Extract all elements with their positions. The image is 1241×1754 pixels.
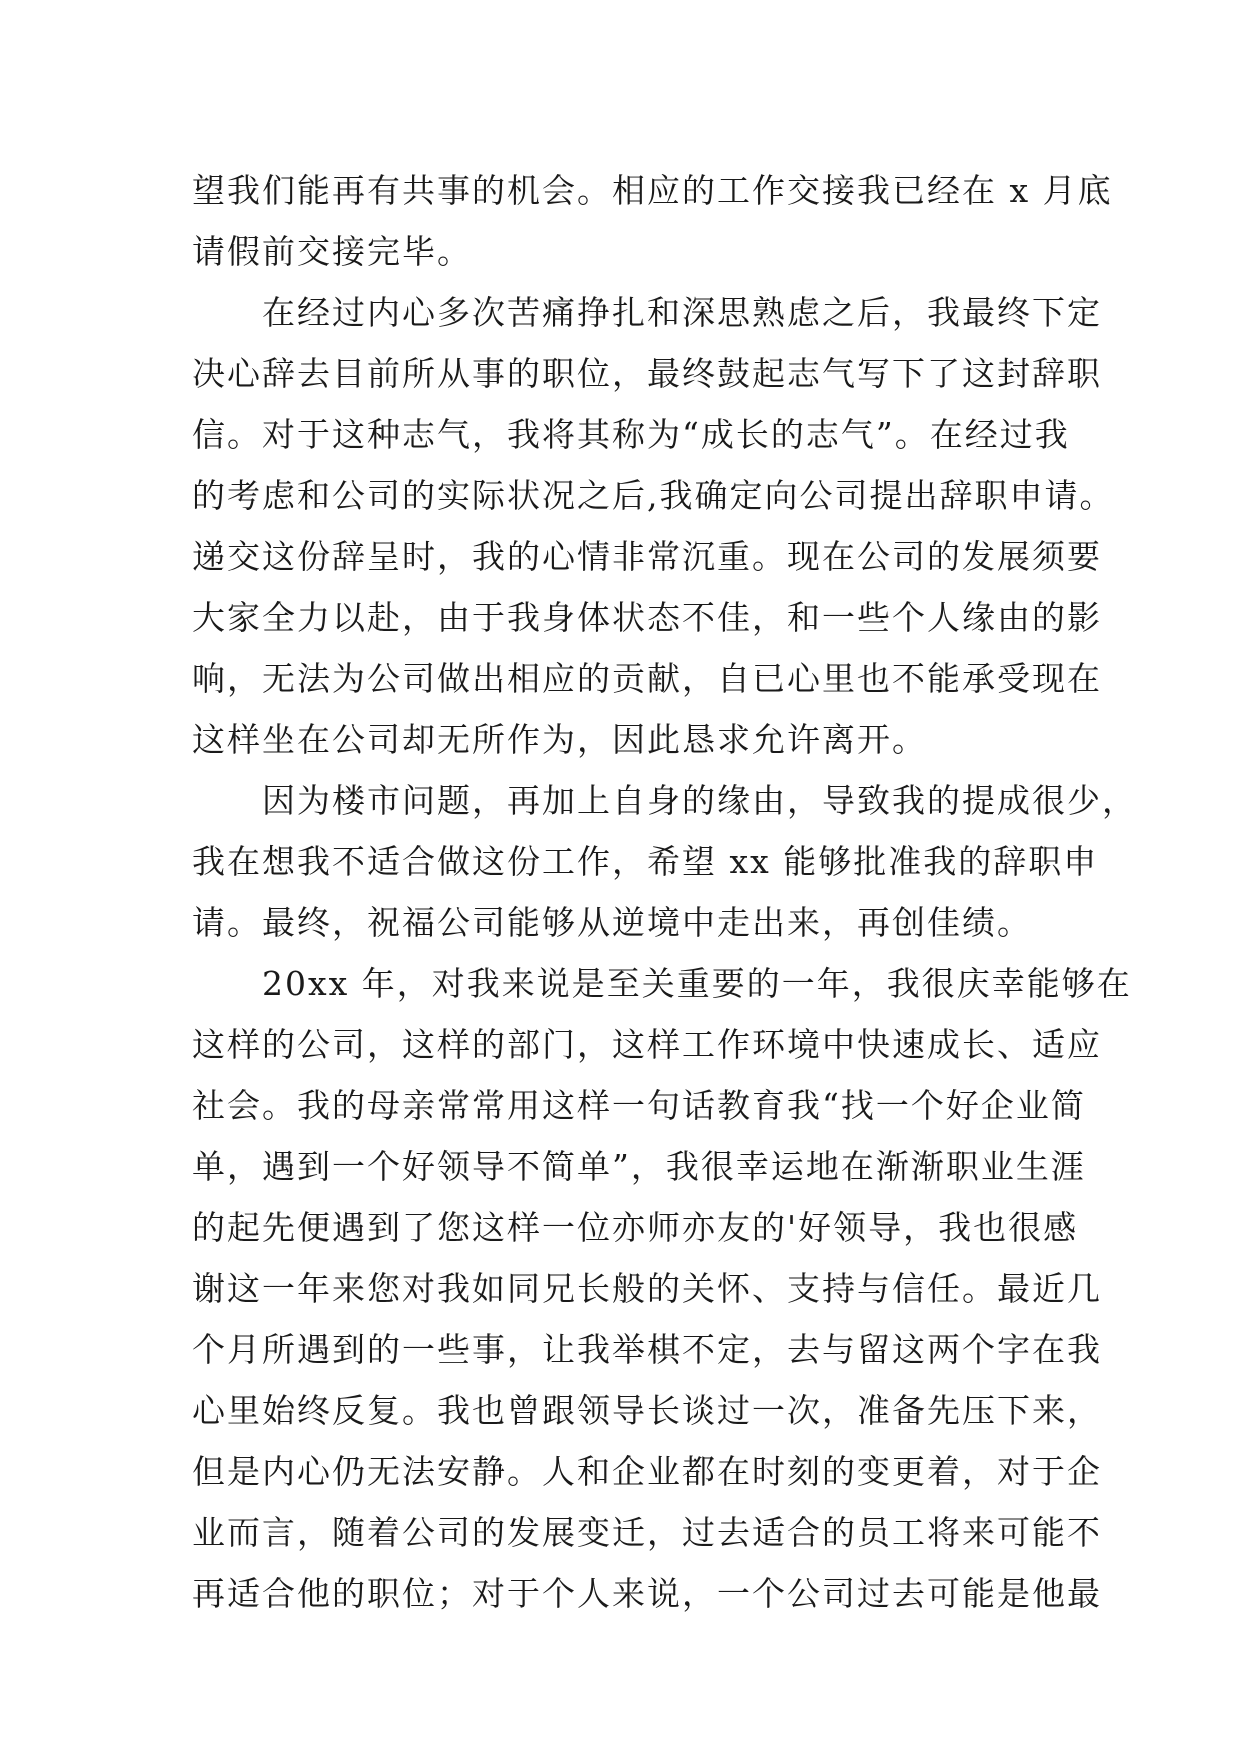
- text-line: 望我们能再有共事的机会。相应的工作交接我已经在 x 月底: [192, 171, 1113, 210]
- text-line: 因为楼市问题，再加上自身的缘由，导致我的提成很少，: [192, 781, 1137, 820]
- text-line: 谢这一年来您对我如同兄长般的关怀、支持与信任。最近几: [192, 1269, 1102, 1308]
- text-line: 在经过内心多次苦痛挣扎和深思熟虑之后，我最终下定: [192, 293, 1102, 332]
- text-line: 业而言，随着公司的发展变迁，过去适合的员工将来可能不: [192, 1513, 1102, 1552]
- text-line: 请。最终，祝福公司能够从逆境中走出来，再创佳绩。: [192, 903, 1032, 942]
- text-line: 请假前交接完毕。: [192, 232, 472, 271]
- text-line: 的起先便遇到了您这样一位亦师亦友的'好领导，我也很感: [192, 1208, 1079, 1247]
- text-line: 这样的公司，这样的部门，这样工作环境中快速成长、适应: [192, 1025, 1102, 1064]
- body-text: [192, 160, 1137, 1624]
- text-line: 这样坐在公司却无所作为，因此恳求允许离开。: [192, 720, 927, 759]
- text-line: 响，无法为公司做出相应的贡献，自已心里也不能承受现在: [192, 659, 1102, 698]
- text-line: 决心辞去目前所从事的职位，最终鼓起志气写下了这封辞职: [192, 354, 1102, 393]
- text-line: 递交这份辞呈时，我的心情非常沉重。现在公司的发展须要: [192, 537, 1102, 576]
- text-line: 我在想我不适合做这份工作，希望 xx 能够批准我的辞职申: [192, 842, 1099, 881]
- text-line: 个月所遇到的一些事，让我举棋不定，去与留这两个字在我: [192, 1330, 1102, 1369]
- text-line: 但是内心仍无法安静。人和企业都在时刻的变更着，对于企: [192, 1452, 1102, 1491]
- text-line: 信。对于这种志气，我将其称为“成长的志气”。在经过我: [192, 415, 1070, 454]
- text-line: 的考虑和公司的实际状况之后,我确定向公司提出辞职申请。: [192, 476, 1115, 515]
- text-line: 心里始终反复。我也曾跟领导长谈过一次，准备先压下来，: [192, 1391, 1102, 1430]
- text-line: 社会。我的母亲常常用这样一句话教育我“找一个好企业简: [192, 1086, 1086, 1125]
- text-line: 再适合他的职位；对于个人来说，一个公司过去可能是他最: [192, 1574, 1102, 1613]
- text-line: 单，遇到一个好领导不简单”，我很幸运地在渐渐职业生涯: [192, 1147, 1086, 1186]
- text-line: 20xx 年，对我来说是至关重要的一年，我很庆幸能够在: [192, 964, 1132, 1003]
- text-line: 大家全力以赴，由于我身体状态不佳，和一些个人缘由的影: [192, 598, 1102, 637]
